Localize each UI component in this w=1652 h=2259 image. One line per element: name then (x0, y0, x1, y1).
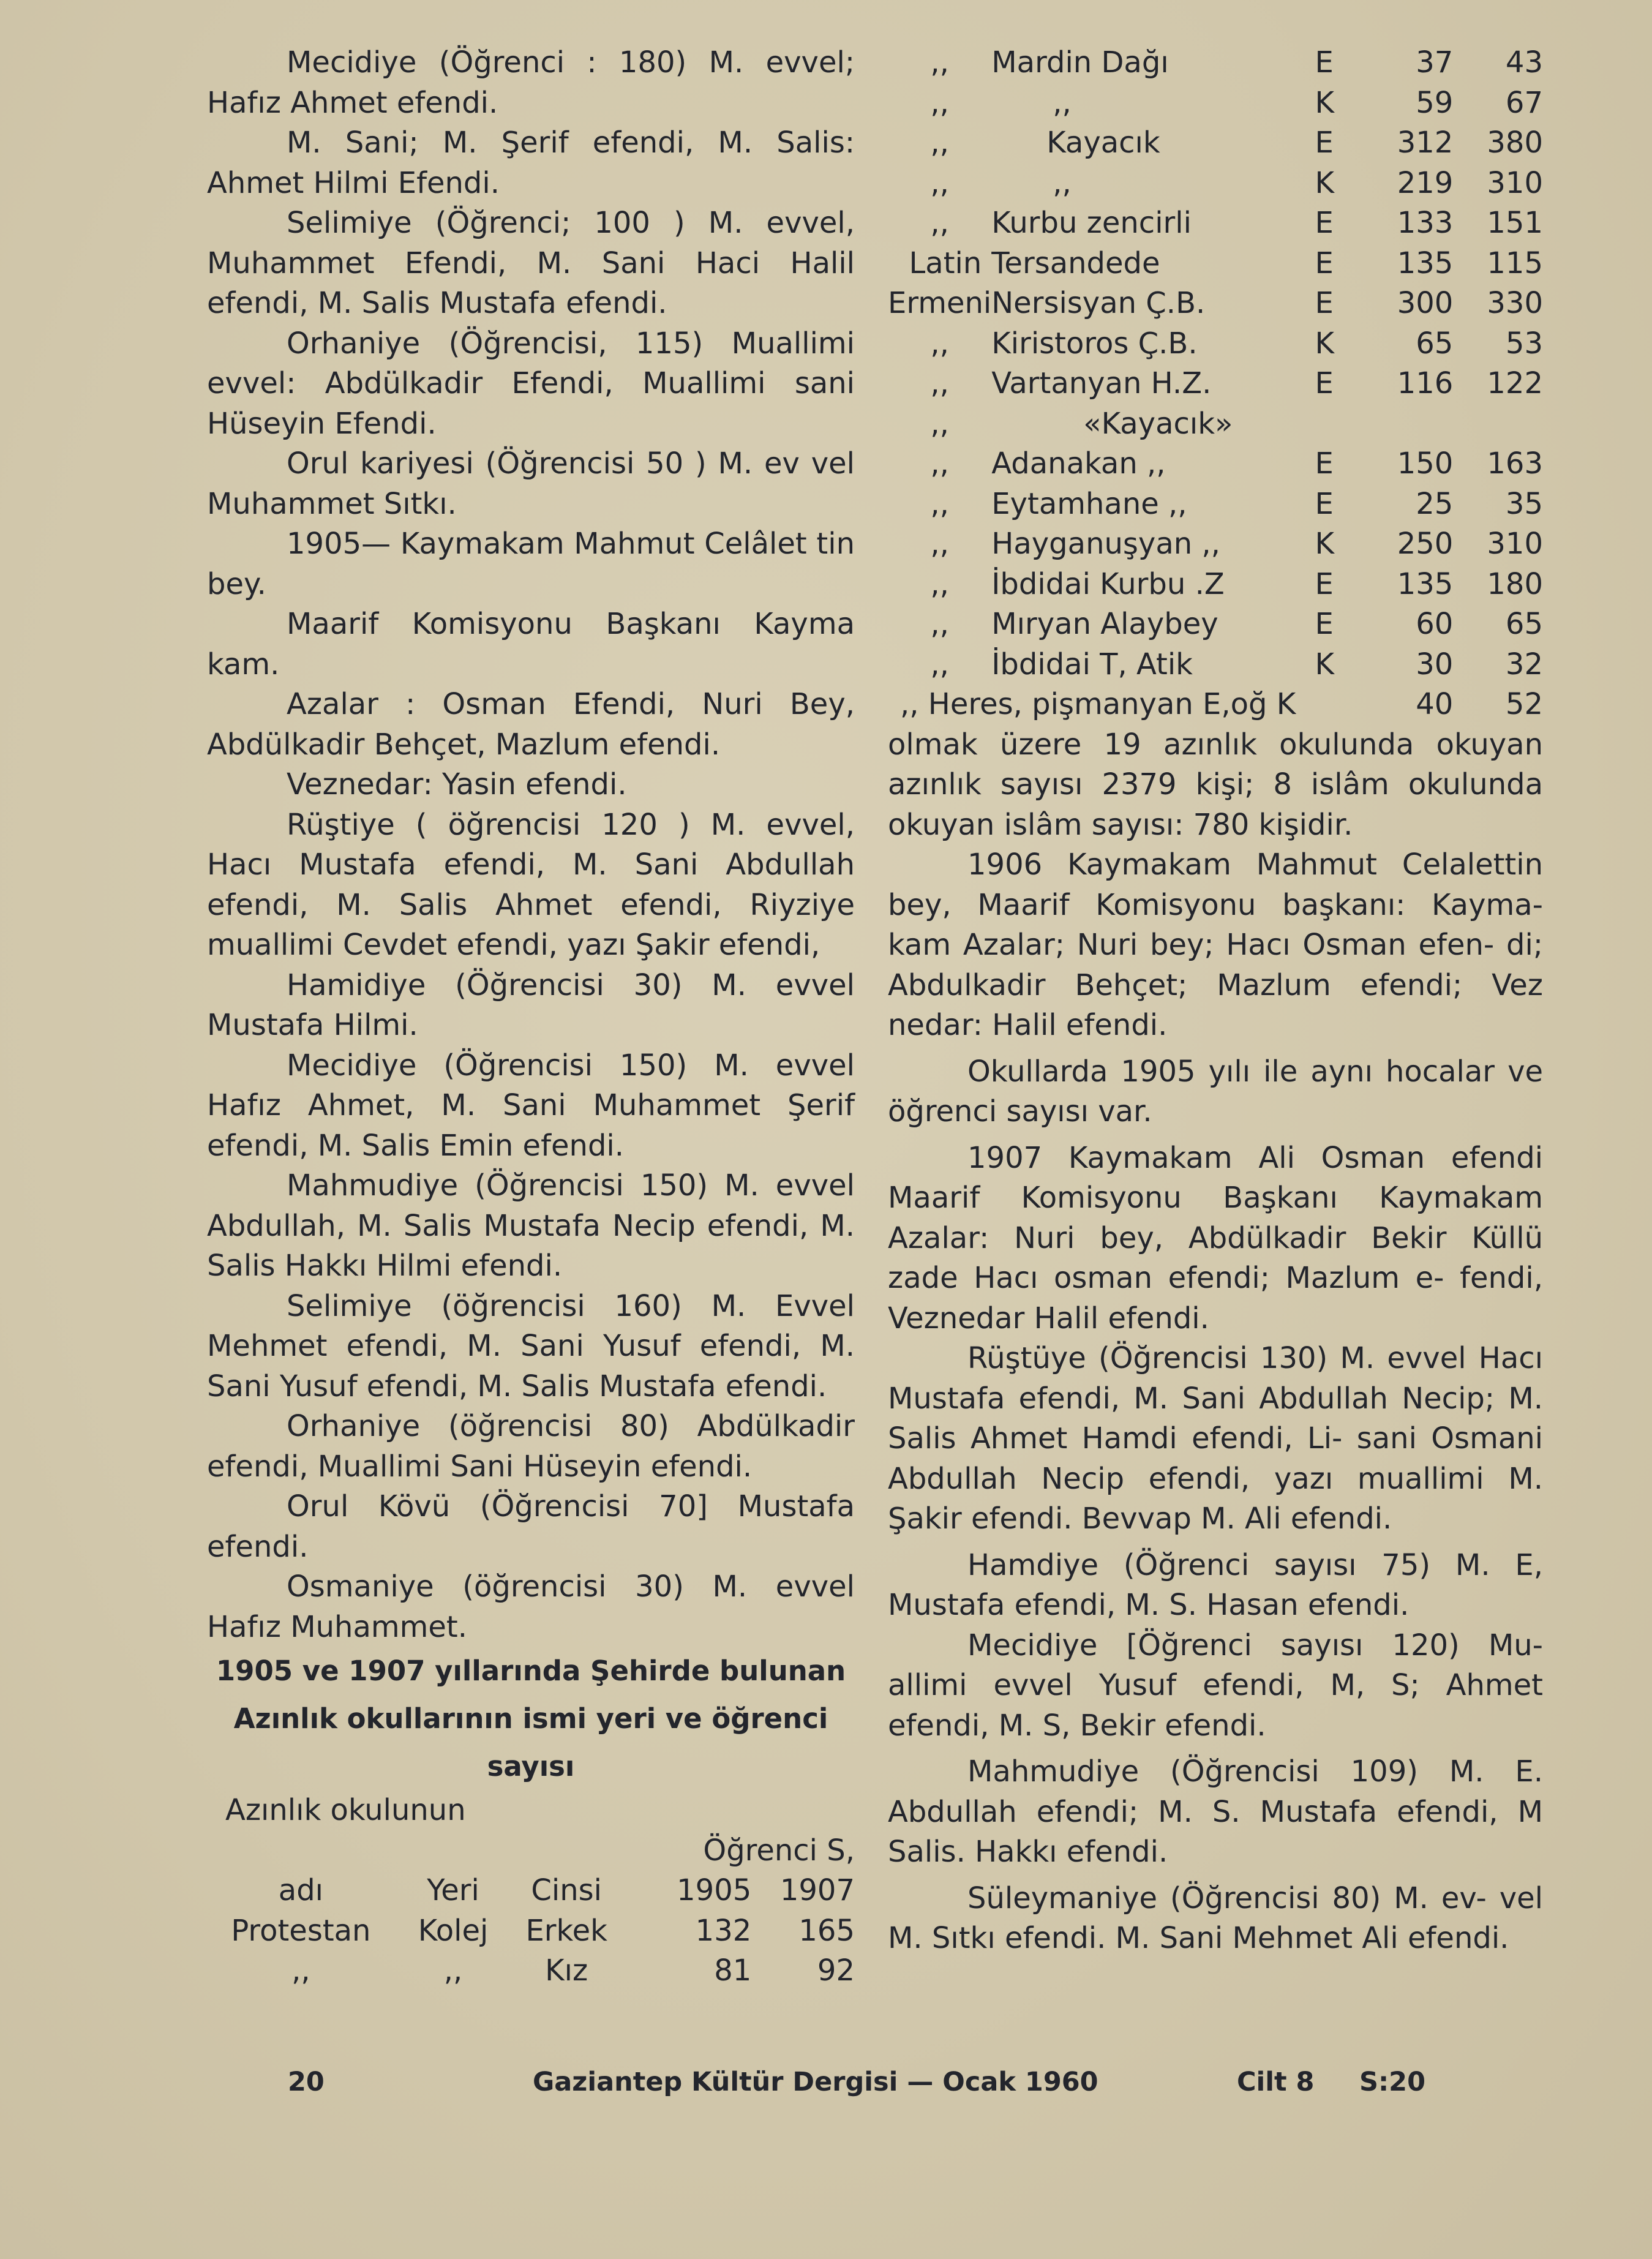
table-cell: ,, (1053, 85, 1072, 120)
paragraph: Orul Kövü (Öğrencisi 70] Mustafa efendi. (207, 1489, 855, 1564)
table-cell: Latin (909, 246, 982, 280)
table-cell: 180 (1487, 566, 1543, 601)
table-cell: E (1315, 607, 1334, 641)
paragraph: Maarif Komisyonu Başkanı Kayma kam. (207, 607, 855, 682)
table-cell: 67 (1505, 85, 1543, 120)
paragraph: Selimiye (öğrencisi 160) M. Evvel Mehmet efendi, M. Sani Yusuf efendi, M. Sani Yusuf efendi, M. Salis Mustafa efendi. (207, 1288, 855, 1404)
paragraph: Süleymaniye (Öğrencisi 80) M. ev- vel M. Sıtkı efendi. M. Sani Mehmet Ali efendi. (888, 1881, 1543, 1955)
table-row (888, 164, 1543, 204)
table-cell: 150 (1397, 446, 1454, 481)
table-header-row (207, 1871, 855, 1911)
paragraph: Osmaniye (öğrencisi 30) M. evvel Hafız Muhammet. (207, 1569, 855, 1644)
left-column (207, 43, 855, 1991)
table-cell: 40 (1416, 687, 1454, 721)
table-row (888, 524, 1543, 565)
table-cell: 30 (1416, 647, 1454, 682)
table-row (888, 244, 1543, 284)
table-row (207, 1951, 855, 1991)
table-cell: 310 (1487, 165, 1543, 200)
table-cell: Kayacık (1046, 126, 1160, 160)
table-cell: Kiristoros Ç.B. (991, 326, 1198, 361)
table-cell: 25 (1416, 486, 1454, 521)
paragraph: 1907 Kaymakam Ali Osman efendi Maarif Komisyonu Başkanı Kaymakam Azalar: Nuri bey, Abdülkadir Bekir Küllü zade Hacı osman efendi; Mazlum e- fendi, Veznedar Halil efendi. (888, 1140, 1543, 1336)
paragraph: Mahmudiye (Öğrencisi 150) M. evvel Abdullah, M. Salis Mustafa Necip efendi, M. Salis Hakkı Hilmi efendi. (207, 1168, 855, 1283)
paragraph: Rüştüye (Öğrencisi 130) M. evvel Hacı Mustafa efendi, M. Sani Abdullah Necip; M. Salis Ahmet Hamdi efendi, Li- sani Osmani Abdullah Necip efendi, yazı muallimi M. Şakir efendi. Bevvap M. Ali efendi. (888, 1341, 1543, 1536)
table-intro: Azınlık okulunun (225, 1793, 466, 1827)
paragraph: Mecidiye (Öğrencisi 150) M. evvel Hafız Ahmet, M. Sani Muhammet Şerif efendi, M. Salis Emin efendi. (207, 1048, 855, 1163)
table-row (888, 444, 1543, 484)
page-number: 20 (288, 2067, 325, 2097)
table-cell: 52 (1505, 687, 1543, 721)
table-cell: E (1315, 366, 1334, 400)
table-cell: ,, (930, 45, 949, 80)
paragraph: Mecidiye [Öğrenci sayısı 120) Mu- allimi evvel Yusuf efendi, M, S; Ahmet efendi, M. S, Bekir efendi. (888, 1628, 1543, 1743)
table-cell: 151 (1487, 206, 1543, 240)
table-cell: Protestan (231, 1913, 371, 1948)
table-row (888, 685, 1543, 725)
paragraph: 1906 Kaymakam Mahmut Celalettin bey, Maarif Komisyonu başkanı: Kayma- kam Azalar; Nuri bey; Hacı Osman efen- di; Abdulkadir Behçet; Mazlum efendi; Vez nedar: Halil efendi. (888, 848, 1543, 1042)
table-cell: 250 (1397, 527, 1454, 561)
table-cell: E (1315, 486, 1334, 521)
table-cell: Mıryan Alaybey (991, 607, 1218, 641)
table-cell: 380 (1487, 126, 1543, 160)
school-list-table (888, 43, 1543, 725)
table-cell: 43 (1505, 45, 1543, 80)
table-cell (1459, 404, 1543, 445)
table-header-cell: 1905 (677, 1873, 752, 1908)
table-cell: Kız (545, 1953, 588, 1988)
table-header-top: Öğrenci S, (703, 1833, 855, 1868)
table-row (207, 1911, 855, 1952)
table-header-cell: adı (278, 1873, 324, 1908)
table-cell: Ermeni (888, 286, 992, 320)
table-row (888, 604, 1543, 645)
table-cell: ,, (930, 366, 949, 400)
journal-name: Gaziantep Kültür Dergisi — Ocak 1960 (533, 2067, 1098, 2097)
table-cell: Hayganuşyan ,, (991, 527, 1220, 561)
table-cell: E (1315, 45, 1334, 80)
paragraph: Azalar : Osman Efendi, Nuri Bey, Abdülkadir Behçet, Mazlum efendi. (207, 687, 855, 762)
table-cell: ,, (930, 647, 949, 682)
table-cell: Tersandede (991, 246, 1160, 280)
table-cell: 92 (817, 1953, 855, 1988)
paragraph: Rüştiye ( öğrencisi 120 ) M. evvel, Hacı Mustafa efendi, M. Sani Abdullah efendi, M. Salis Ahmet efendi, Riyziye muallimi Cevdet efendi, yazı Şakir efendi, (207, 807, 855, 962)
table-cell: E (1315, 286, 1334, 320)
table-row (888, 565, 1543, 605)
table-cell: 132 (695, 1913, 752, 1948)
volume-label: Cilt 8 (1237, 2067, 1315, 2097)
paragraph: Orhaniye (Öğrencisi, 115) Muallimi evvel: Abdülkadir Efendi, Muallimi sani Hüseyin Efendi. (207, 326, 855, 441)
table-cell: 163 (1487, 446, 1543, 481)
table-cell: E (1315, 206, 1334, 240)
table-cell: Erkek (525, 1913, 607, 1948)
table-cell: K (1315, 165, 1334, 200)
table-cell: ,, (930, 527, 949, 561)
table-cell: 135 (1397, 566, 1454, 601)
table-cell: Mardin Dağı (991, 45, 1169, 80)
table-cell: Eytamhane ,, (991, 486, 1187, 521)
table-cell: Kurbu zencirli (991, 206, 1192, 240)
paragraph: M. Sani; M. Şerif efendi, M. Salis: Ahmet Hilmi Efendi. (207, 126, 855, 200)
right-column (888, 43, 1543, 1959)
table-cell: 133 (1397, 206, 1454, 240)
table-row (888, 364, 1543, 404)
table-cell: 60 (1416, 607, 1454, 641)
table-cell: 300 (1397, 286, 1454, 320)
paragraph: Mahmudiye (Öğrencisi 109) M. E. Abdullah efendi; M. S. Mustafa efendi, M Salis. Hakkı efendi. (888, 1754, 1543, 1869)
paragraph: Veznedar: Yasin efendi. (287, 767, 627, 802)
paragraph: Hamdiye (Öğrenci sayısı 75) M. E, Mustafa efendi, M. S. Hasan efendi. (888, 1547, 1543, 1622)
table-cell: 115 (1487, 246, 1543, 280)
table-cell: ,, (930, 126, 949, 160)
paragraph: 1905— Kaymakam Mahmut Celâlet tin bey. (207, 527, 855, 601)
table-cell: K (1315, 85, 1334, 120)
table-cell: ,, (930, 607, 949, 641)
table-cell: 32 (1505, 647, 1543, 682)
table-cell (1315, 404, 1361, 445)
table-cell: ,, (291, 1953, 310, 1988)
table-header-cell: Yeri (427, 1873, 479, 1908)
paragraph: olmak üzere 19 azınlık okulunda okuyan azınlık sayısı 2379 kişi; 8 islâm okulunda okuyan islâm sayısı: 780 kişidir. (888, 727, 1543, 842)
table-cell: ,, (930, 566, 949, 601)
paragraph: Okullarda 1905 yılı ile aynı hocalar ve öğrenci sayısı var. (888, 1054, 1543, 1129)
table-cell: 81 (714, 1953, 752, 1988)
table-cell: E (1315, 246, 1334, 280)
table-cell: 35 (1505, 486, 1543, 521)
table-cell: ,, (930, 446, 949, 481)
table-cell: ,, (930, 326, 949, 361)
table-cell: K (1315, 527, 1334, 561)
table-row (888, 43, 1543, 83)
table-cell: ,, (1053, 165, 1072, 200)
table-cell: 37 (1416, 45, 1454, 80)
table-row (888, 645, 1543, 685)
paragraph: Hamidiye (Öğrencisi 30) M. evvel Mustafa Hilmi. (207, 968, 855, 1042)
table-row (888, 284, 1543, 324)
table-cell: ,, (443, 1953, 463, 1988)
table-cell: Vartanyan H.Z. (991, 366, 1212, 400)
table-cell: Adanakan ,, (991, 446, 1166, 481)
table-row (888, 123, 1543, 164)
table-cell: K (1315, 326, 1334, 361)
table-cell: 53 (1505, 326, 1543, 361)
table-cell: «Kayacık» (1083, 406, 1233, 441)
table-row (888, 83, 1543, 124)
table-cell: 59 (1416, 85, 1454, 120)
table-cell: ,, (930, 486, 949, 521)
table-row (888, 203, 1543, 244)
table-cell: ,, Heres, pişmanyan E,oğ K (900, 687, 1296, 721)
table-row (888, 404, 1543, 445)
table-header-cell: 1907 (779, 1873, 855, 1908)
table-cell: Kolej (418, 1913, 489, 1948)
table-cell: E (1315, 566, 1334, 601)
table-cell: 312 (1397, 126, 1454, 160)
table-row (888, 484, 1543, 525)
table-cell: 219 (1397, 165, 1454, 200)
table-cell: K (1315, 647, 1334, 682)
table-cell: ,, (930, 85, 949, 120)
paragraph: Mecidiye (Öğrenci : 180) M. evvel; Hafız Ahmet efendi. (207, 45, 855, 120)
table-cell: 330 (1487, 286, 1543, 320)
table-header-cell: Cinsi (531, 1873, 602, 1908)
table-cell: 65 (1416, 326, 1454, 361)
paragraph: Orul kariyesi (Öğrencisi 50 ) M. ev vel Muhammet Sıtkı. (207, 446, 855, 521)
table-cell: 135 (1397, 246, 1454, 280)
table-cell (1362, 404, 1460, 445)
table-cell: E (1315, 446, 1334, 481)
table-cell: ,, (930, 206, 949, 240)
table-cell: E (1315, 126, 1334, 160)
paragraph: Orhaniye (öğrencisi 80) Abdülkadir efendi, Muallimi Sani Hüseyin efendi. (207, 1409, 855, 1484)
issue-label: S:20 (1359, 2067, 1426, 2097)
table-cell: 310 (1487, 527, 1543, 561)
minority-schools-table (207, 1871, 855, 1991)
table-cell: İbdidai Kurbu .Z (991, 566, 1225, 601)
table-cell: Nersisyan Ç.B. (991, 286, 1206, 320)
table-cell: ,, (930, 165, 949, 200)
table-cell: ,, (930, 406, 949, 441)
table-row (888, 324, 1543, 364)
table-cell: 122 (1487, 366, 1543, 400)
table-cell: 165 (798, 1913, 855, 1948)
table-cell: 116 (1397, 366, 1454, 400)
table-cell: İbdidai T, Atik (991, 647, 1193, 682)
section-heading: 1905 ve 1907 yıllarında Şehirde bulunan Azınlık okullarının ismi yeri ve öğrenci sayısı (216, 1655, 846, 1783)
paragraph: Selimiye (Öğrenci; 100 ) M. evvel, Muhammet Efendi, M. Sani Haci Halil efendi, M. Salis Mustafa efendi. (207, 206, 855, 320)
table-cell: 65 (1505, 607, 1543, 641)
